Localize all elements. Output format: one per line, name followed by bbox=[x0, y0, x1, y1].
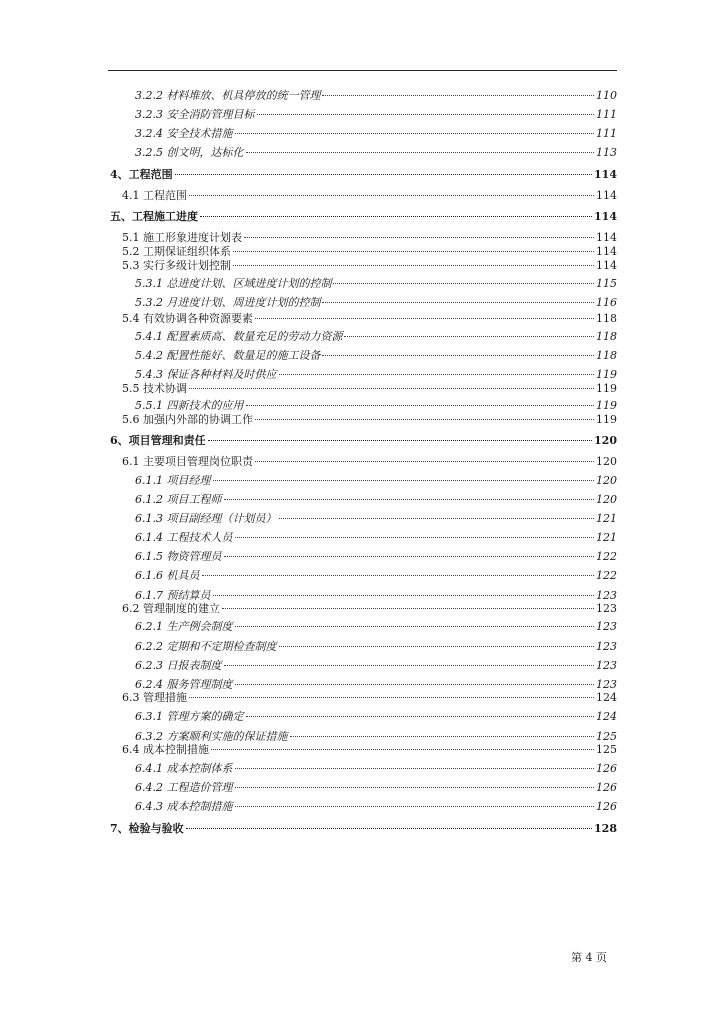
toc-entry-title: 6.3.1 管理方案的确定 bbox=[135, 710, 244, 723]
toc-entry-page-number: 116 bbox=[596, 296, 617, 309]
toc-leader-dots bbox=[333, 283, 594, 284]
toc-leader-dots bbox=[235, 537, 595, 538]
toc-entry-page-number: 120 bbox=[594, 434, 617, 447]
toc-entry-page-number: 124 bbox=[596, 710, 617, 723]
toc-leader-dots bbox=[244, 237, 594, 238]
toc-leader-dots bbox=[322, 302, 594, 303]
toc-entry[interactable] bbox=[135, 89, 617, 103]
toc-leader-dots bbox=[208, 440, 592, 441]
toc-entry-title: 5.6 加强内外部的协调工作 bbox=[122, 413, 253, 426]
toc-entry-page-number: 121 bbox=[596, 512, 617, 525]
toc-leader-dots bbox=[235, 787, 595, 788]
toc-leader-dots bbox=[246, 152, 595, 153]
toc-entry[interactable] bbox=[135, 493, 617, 507]
toc-entry-title: 6.2.3 日报表制度 bbox=[135, 659, 222, 672]
toc-leader-dots bbox=[211, 749, 594, 750]
toc-entry-page-number: 122 bbox=[596, 550, 617, 563]
page-number-footer: 第 4 页 bbox=[571, 951, 607, 964]
toc-entry-page-number: 128 bbox=[594, 822, 617, 835]
toc-entry[interactable] bbox=[135, 277, 617, 291]
toc-entry-page-number: 114 bbox=[596, 231, 617, 244]
toc-leader-dots bbox=[322, 95, 594, 96]
toc-entry-title: 5.3.2 月进度计划、周进度计划的控制 bbox=[135, 296, 321, 309]
toc-entry[interactable] bbox=[135, 330, 617, 344]
toc-leader-dots bbox=[224, 499, 595, 500]
toc-leader-dots bbox=[189, 195, 594, 196]
toc-entry-title: 五、工程施工进度 bbox=[110, 210, 198, 223]
toc-entry[interactable] bbox=[135, 781, 617, 795]
toc-leader-dots bbox=[235, 626, 595, 627]
toc-entry[interactable] bbox=[122, 691, 617, 705]
toc-entry[interactable] bbox=[122, 245, 617, 259]
toc-entry[interactable] bbox=[135, 512, 617, 526]
toc-entry-page-number: 119 bbox=[596, 413, 617, 426]
toc-entry-title: 5.4.2 配置性能好、数量足的施工设备 bbox=[135, 349, 321, 362]
toc-entry-title: 5.3.1 总进度计划、区域进度计划的控制 bbox=[135, 277, 332, 290]
toc-entry-page-number: 118 bbox=[596, 349, 617, 362]
toc-entry[interactable] bbox=[122, 312, 617, 326]
toc-entry-page-number: 120 bbox=[596, 474, 617, 487]
toc-leader-dots bbox=[255, 461, 594, 462]
toc-leader-dots bbox=[213, 480, 595, 481]
toc-leader-dots bbox=[233, 265, 594, 266]
toc-entry-title: 3.2.3 安全消防管理目标 bbox=[135, 108, 255, 121]
toc-entry-title: 5.2 工期保证组织体系 bbox=[122, 245, 231, 258]
toc-entry-page-number: 114 bbox=[596, 245, 617, 258]
toc-entry-title: 6.1.4 工程技术人员 bbox=[135, 531, 233, 544]
toc-leader-dots bbox=[213, 595, 595, 596]
toc-entry-title: 6.1.6 机具员 bbox=[135, 569, 200, 582]
toc-entry[interactable] bbox=[135, 474, 617, 488]
toc-entry[interactable] bbox=[135, 108, 617, 122]
toc-entry-page-number: 126 bbox=[596, 800, 617, 813]
toc-entry[interactable] bbox=[122, 455, 617, 469]
toc-entry[interactable] bbox=[135, 710, 617, 724]
toc-entry[interactable] bbox=[135, 589, 617, 603]
toc-leader-dots bbox=[186, 828, 592, 829]
toc-leader-dots bbox=[246, 716, 595, 717]
toc-entry-page-number: 123 bbox=[596, 602, 617, 615]
toc-entry[interactable] bbox=[135, 296, 617, 310]
toc-entry[interactable] bbox=[122, 743, 617, 757]
toc-entry-page-number: 119 bbox=[596, 368, 617, 381]
toc-entry-page-number: 122 bbox=[596, 569, 617, 582]
toc-entry-page-number: 114 bbox=[594, 168, 617, 181]
toc-entry-page-number: 126 bbox=[596, 762, 617, 775]
toc-entry-page-number: 121 bbox=[596, 531, 617, 544]
toc-entry-title: 6.2 管理制度的建立 bbox=[122, 602, 220, 615]
toc-entry[interactable] bbox=[135, 620, 617, 634]
toc-entry[interactable] bbox=[110, 210, 617, 224]
toc-entry-title: 5.4 有效协调各种资源要素 bbox=[122, 312, 253, 325]
toc-entry-title: 5.5.1 四新技术的应用 bbox=[135, 399, 244, 412]
toc-entry-page-number: 114 bbox=[596, 259, 617, 272]
toc-entry[interactable] bbox=[135, 399, 617, 413]
toc-entry-title: 4.1 工程范围 bbox=[122, 189, 187, 202]
toc-entry-title: 5.4.1 配置素质高、数量充足的劳动力资源 bbox=[135, 330, 343, 343]
toc-entry-title: 4、工程范围 bbox=[110, 168, 173, 181]
toc-entry-page-number: 119 bbox=[596, 399, 617, 412]
toc-entry-title: 6.1 主要项目管理岗位职责 bbox=[122, 455, 253, 468]
toc-entry-title: 6.1.1 项目经理 bbox=[135, 474, 211, 487]
toc-entry[interactable] bbox=[135, 640, 617, 654]
toc-entry-title: 7、检验与验收 bbox=[110, 822, 184, 835]
toc-entry-title: 6.4 成本控制措施 bbox=[122, 743, 209, 756]
toc-entry-page-number: 123 bbox=[596, 640, 617, 653]
toc-leader-dots bbox=[224, 665, 595, 666]
toc-entry-title: 5.5 技术协调 bbox=[122, 382, 187, 395]
toc-entry-page-number: 111 bbox=[596, 127, 617, 140]
toc-entry[interactable] bbox=[135, 800, 617, 814]
toc-entry[interactable] bbox=[135, 531, 617, 545]
toc-entry-page-number: 120 bbox=[596, 493, 617, 506]
toc-entry-title: 3.2.2 材料堆放、机具停放的统一管理 bbox=[135, 89, 321, 102]
toc-entry-title: 6.1.5 物资管理员 bbox=[135, 550, 222, 563]
toc-entry-page-number: 124 bbox=[596, 691, 617, 704]
toc-entry-title: 6.1.3 项目副经理（计划员） bbox=[135, 512, 277, 525]
toc-leader-dots bbox=[222, 608, 594, 609]
toc-leader-dots bbox=[200, 216, 592, 217]
toc-entry[interactable] bbox=[122, 259, 617, 273]
toc-entry-page-number: 113 bbox=[596, 146, 617, 159]
toc-entry[interactable] bbox=[135, 678, 617, 692]
toc-entry-page-number: 125 bbox=[596, 743, 617, 756]
toc-entry[interactable] bbox=[135, 762, 617, 776]
toc-entry-title: 6.1.7 预结算员 bbox=[135, 589, 211, 602]
toc-entry-title: 6.2.4 服务管理制度 bbox=[135, 678, 233, 691]
toc-leader-dots bbox=[233, 251, 594, 252]
toc-leader-dots bbox=[189, 697, 594, 698]
toc-entry-title: 3.2.4 安全技术措施 bbox=[135, 127, 233, 140]
toc-entry[interactable] bbox=[110, 822, 617, 836]
toc-entry-title: 6.3 管理措施 bbox=[122, 691, 187, 704]
toc-entry-page-number: 123 bbox=[596, 589, 617, 602]
toc-entry[interactable] bbox=[122, 189, 617, 203]
toc-entry-title: 6.4.2 工程造价管理 bbox=[135, 781, 233, 794]
toc-entry-page-number: 114 bbox=[594, 210, 617, 223]
toc-leader-dots bbox=[279, 646, 595, 647]
toc-entry-page-number: 123 bbox=[596, 678, 617, 691]
toc-entry-page-number: 111 bbox=[596, 108, 617, 121]
toc-leader-dots bbox=[279, 518, 595, 519]
toc-entry[interactable] bbox=[135, 368, 617, 382]
toc-leader-dots bbox=[322, 355, 594, 356]
toc-entry-page-number: 119 bbox=[596, 382, 617, 395]
toc-leader-dots bbox=[246, 405, 595, 406]
toc-entry-page-number: 125 bbox=[596, 730, 617, 743]
toc-entry-title: 6.1.2 项目工程师 bbox=[135, 493, 222, 506]
toc-leader-dots bbox=[175, 174, 592, 175]
toc-entry[interactable] bbox=[135, 349, 617, 363]
toc-entry-title: 6.2.1 生产例会制度 bbox=[135, 620, 233, 633]
toc-entry[interactable] bbox=[135, 569, 617, 583]
toc-leader-dots bbox=[202, 575, 595, 576]
toc-leader-dots bbox=[344, 336, 594, 337]
toc-entry[interactable] bbox=[122, 602, 617, 616]
toc-leader-dots bbox=[290, 736, 595, 737]
toc-entry[interactable] bbox=[135, 730, 617, 744]
toc-entry[interactable] bbox=[122, 413, 617, 427]
toc-entry-title: 6.4.1 成本控制体系 bbox=[135, 762, 233, 775]
toc-leader-dots bbox=[224, 556, 595, 557]
toc-entry-title: 6、项目管理和责任 bbox=[110, 434, 206, 447]
toc-leader-dots bbox=[255, 318, 594, 319]
toc-entry-page-number: 118 bbox=[596, 312, 617, 325]
toc-entry[interactable] bbox=[135, 127, 617, 141]
toc-leader-dots bbox=[235, 684, 595, 685]
toc-leader-dots bbox=[235, 133, 595, 134]
toc-entry[interactable] bbox=[135, 659, 617, 673]
toc-leader-dots bbox=[235, 768, 595, 769]
toc-leader-dots bbox=[279, 374, 595, 375]
toc-entry-page-number: 118 bbox=[596, 330, 617, 343]
toc-leader-dots bbox=[255, 419, 594, 420]
toc-entry-page-number: 120 bbox=[596, 455, 617, 468]
toc-leader-dots bbox=[257, 114, 595, 115]
toc-entry-title: 5.1 施工形象进度计划表 bbox=[122, 231, 242, 244]
toc-entry[interactable] bbox=[135, 550, 617, 564]
toc-entry-title: 6.2.2 定期和不定期检查制度 bbox=[135, 640, 277, 653]
toc-entry[interactable] bbox=[122, 231, 617, 245]
toc-entry-title: 5.4.3 保证各种材料及时供应 bbox=[135, 368, 277, 381]
toc-entry-page-number: 110 bbox=[596, 89, 617, 102]
toc-entry[interactable] bbox=[110, 434, 617, 448]
toc-entry-title: 5.3 实行多级计划控制 bbox=[122, 259, 231, 272]
toc-entry-page-number: 114 bbox=[596, 189, 617, 202]
toc-entry[interactable] bbox=[135, 146, 617, 160]
toc-leader-dots bbox=[235, 806, 595, 807]
toc-entry-title: 6.3.2 方案顺利实施的保证措施 bbox=[135, 730, 288, 743]
toc-leader-dots bbox=[189, 388, 594, 389]
toc-entry-page-number: 123 bbox=[596, 659, 617, 672]
toc-entry-title: 3.2.5 创文明，达标化 bbox=[135, 146, 244, 159]
header-rule bbox=[108, 70, 617, 71]
toc-entry-title: 6.4.3 成本控制措施 bbox=[135, 800, 233, 813]
toc-entry-page-number: 115 bbox=[596, 277, 617, 290]
toc-entry-page-number: 126 bbox=[596, 781, 617, 794]
toc-entry-page-number: 123 bbox=[596, 620, 617, 633]
toc-entry[interactable] bbox=[110, 168, 617, 182]
toc-entry[interactable] bbox=[122, 382, 617, 396]
